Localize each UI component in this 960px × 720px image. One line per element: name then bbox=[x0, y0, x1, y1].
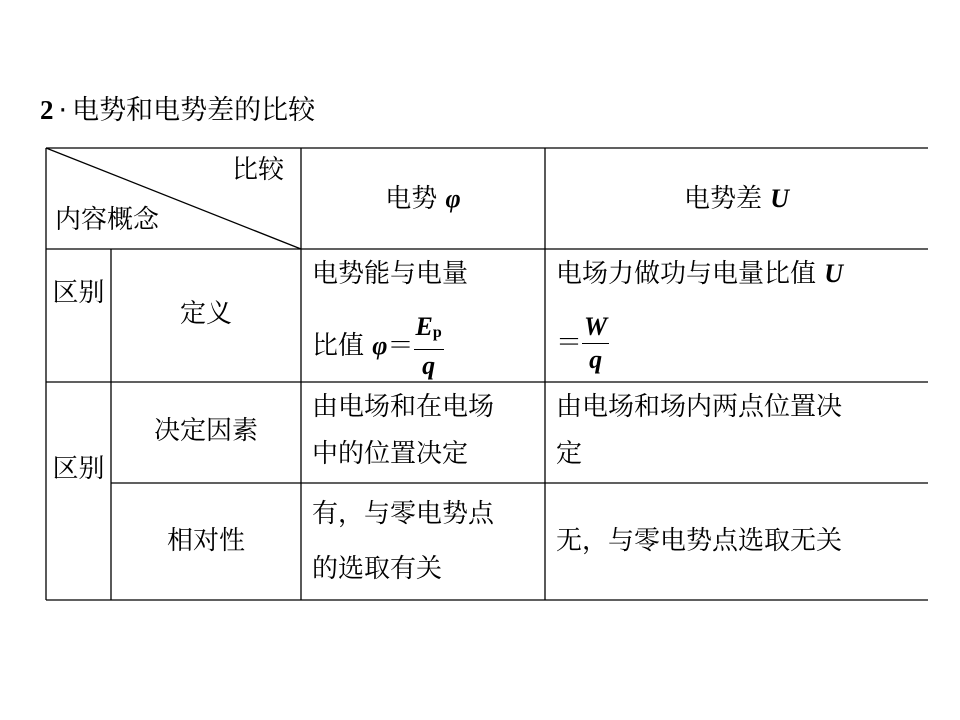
row2-difference-line2: 定 bbox=[556, 439, 583, 469]
row3-label: 相对性 bbox=[166, 526, 245, 556]
row1-difference-numerator: W bbox=[584, 312, 608, 341]
header-potential-label: 电势 bbox=[385, 184, 438, 214]
row1-potential-symbol: φ bbox=[372, 331, 388, 360]
title-separator: · bbox=[58, 95, 68, 126]
row2-label: 决定因素 bbox=[153, 416, 258, 446]
row1-difference-eq: ＝ bbox=[556, 328, 583, 358]
row1-potential-numerator: $E_p$ bbox=[415, 312, 442, 341]
row1-potential-fraction bbox=[414, 312, 444, 381]
fraction-bar bbox=[582, 343, 609, 344]
row2-potential-line1: 由电场和在电场 bbox=[312, 392, 495, 422]
header-difference-symbol: U bbox=[770, 184, 790, 213]
header-diag-top: 比较 bbox=[232, 155, 285, 185]
row1-difference-formula bbox=[556, 312, 609, 375]
fraction-bar bbox=[414, 349, 444, 350]
row1-difference-text: 电场力做功与电量比值 bbox=[556, 259, 817, 289]
row1-potential-line1: 电势能与电量 bbox=[312, 259, 469, 289]
row1-label: 定义 bbox=[179, 299, 232, 329]
header-diag-bottom: 内容概念 bbox=[55, 205, 160, 235]
title-text: 电势和电势差的比较 bbox=[72, 95, 316, 126]
header-potential bbox=[301, 182, 545, 216]
row1-potential-eq: ＝ bbox=[387, 331, 414, 361]
row1-difference-symbol: U bbox=[824, 259, 844, 288]
row3-difference: 无，与零电势点选取无关 bbox=[556, 526, 843, 556]
row3-potential-line1: 有，与零电势点 bbox=[312, 499, 495, 529]
header-difference-label: 电势差 bbox=[683, 184, 762, 214]
row1-difference-line1 bbox=[556, 257, 843, 291]
row1-difference-denominator: q bbox=[589, 345, 603, 374]
title-number: 2 bbox=[40, 95, 54, 125]
row1-difference-fraction bbox=[582, 312, 609, 375]
row1-potential-prefix: 比值 bbox=[312, 331, 373, 361]
row2-difference-line1: 由电场和场内两点位置决 bbox=[556, 392, 843, 422]
header-potential-symbol: φ bbox=[445, 184, 461, 213]
row1-group-label: 区别 bbox=[52, 278, 105, 308]
row2-group-label: 区别 bbox=[52, 454, 105, 484]
header-difference bbox=[545, 182, 928, 216]
row1-potential-formula bbox=[312, 312, 444, 381]
row3-potential-line2: 的选取有关 bbox=[312, 554, 443, 584]
row2-potential-line2: 中的位置决定 bbox=[312, 439, 469, 469]
row1-potential-denominator: q bbox=[422, 351, 436, 380]
